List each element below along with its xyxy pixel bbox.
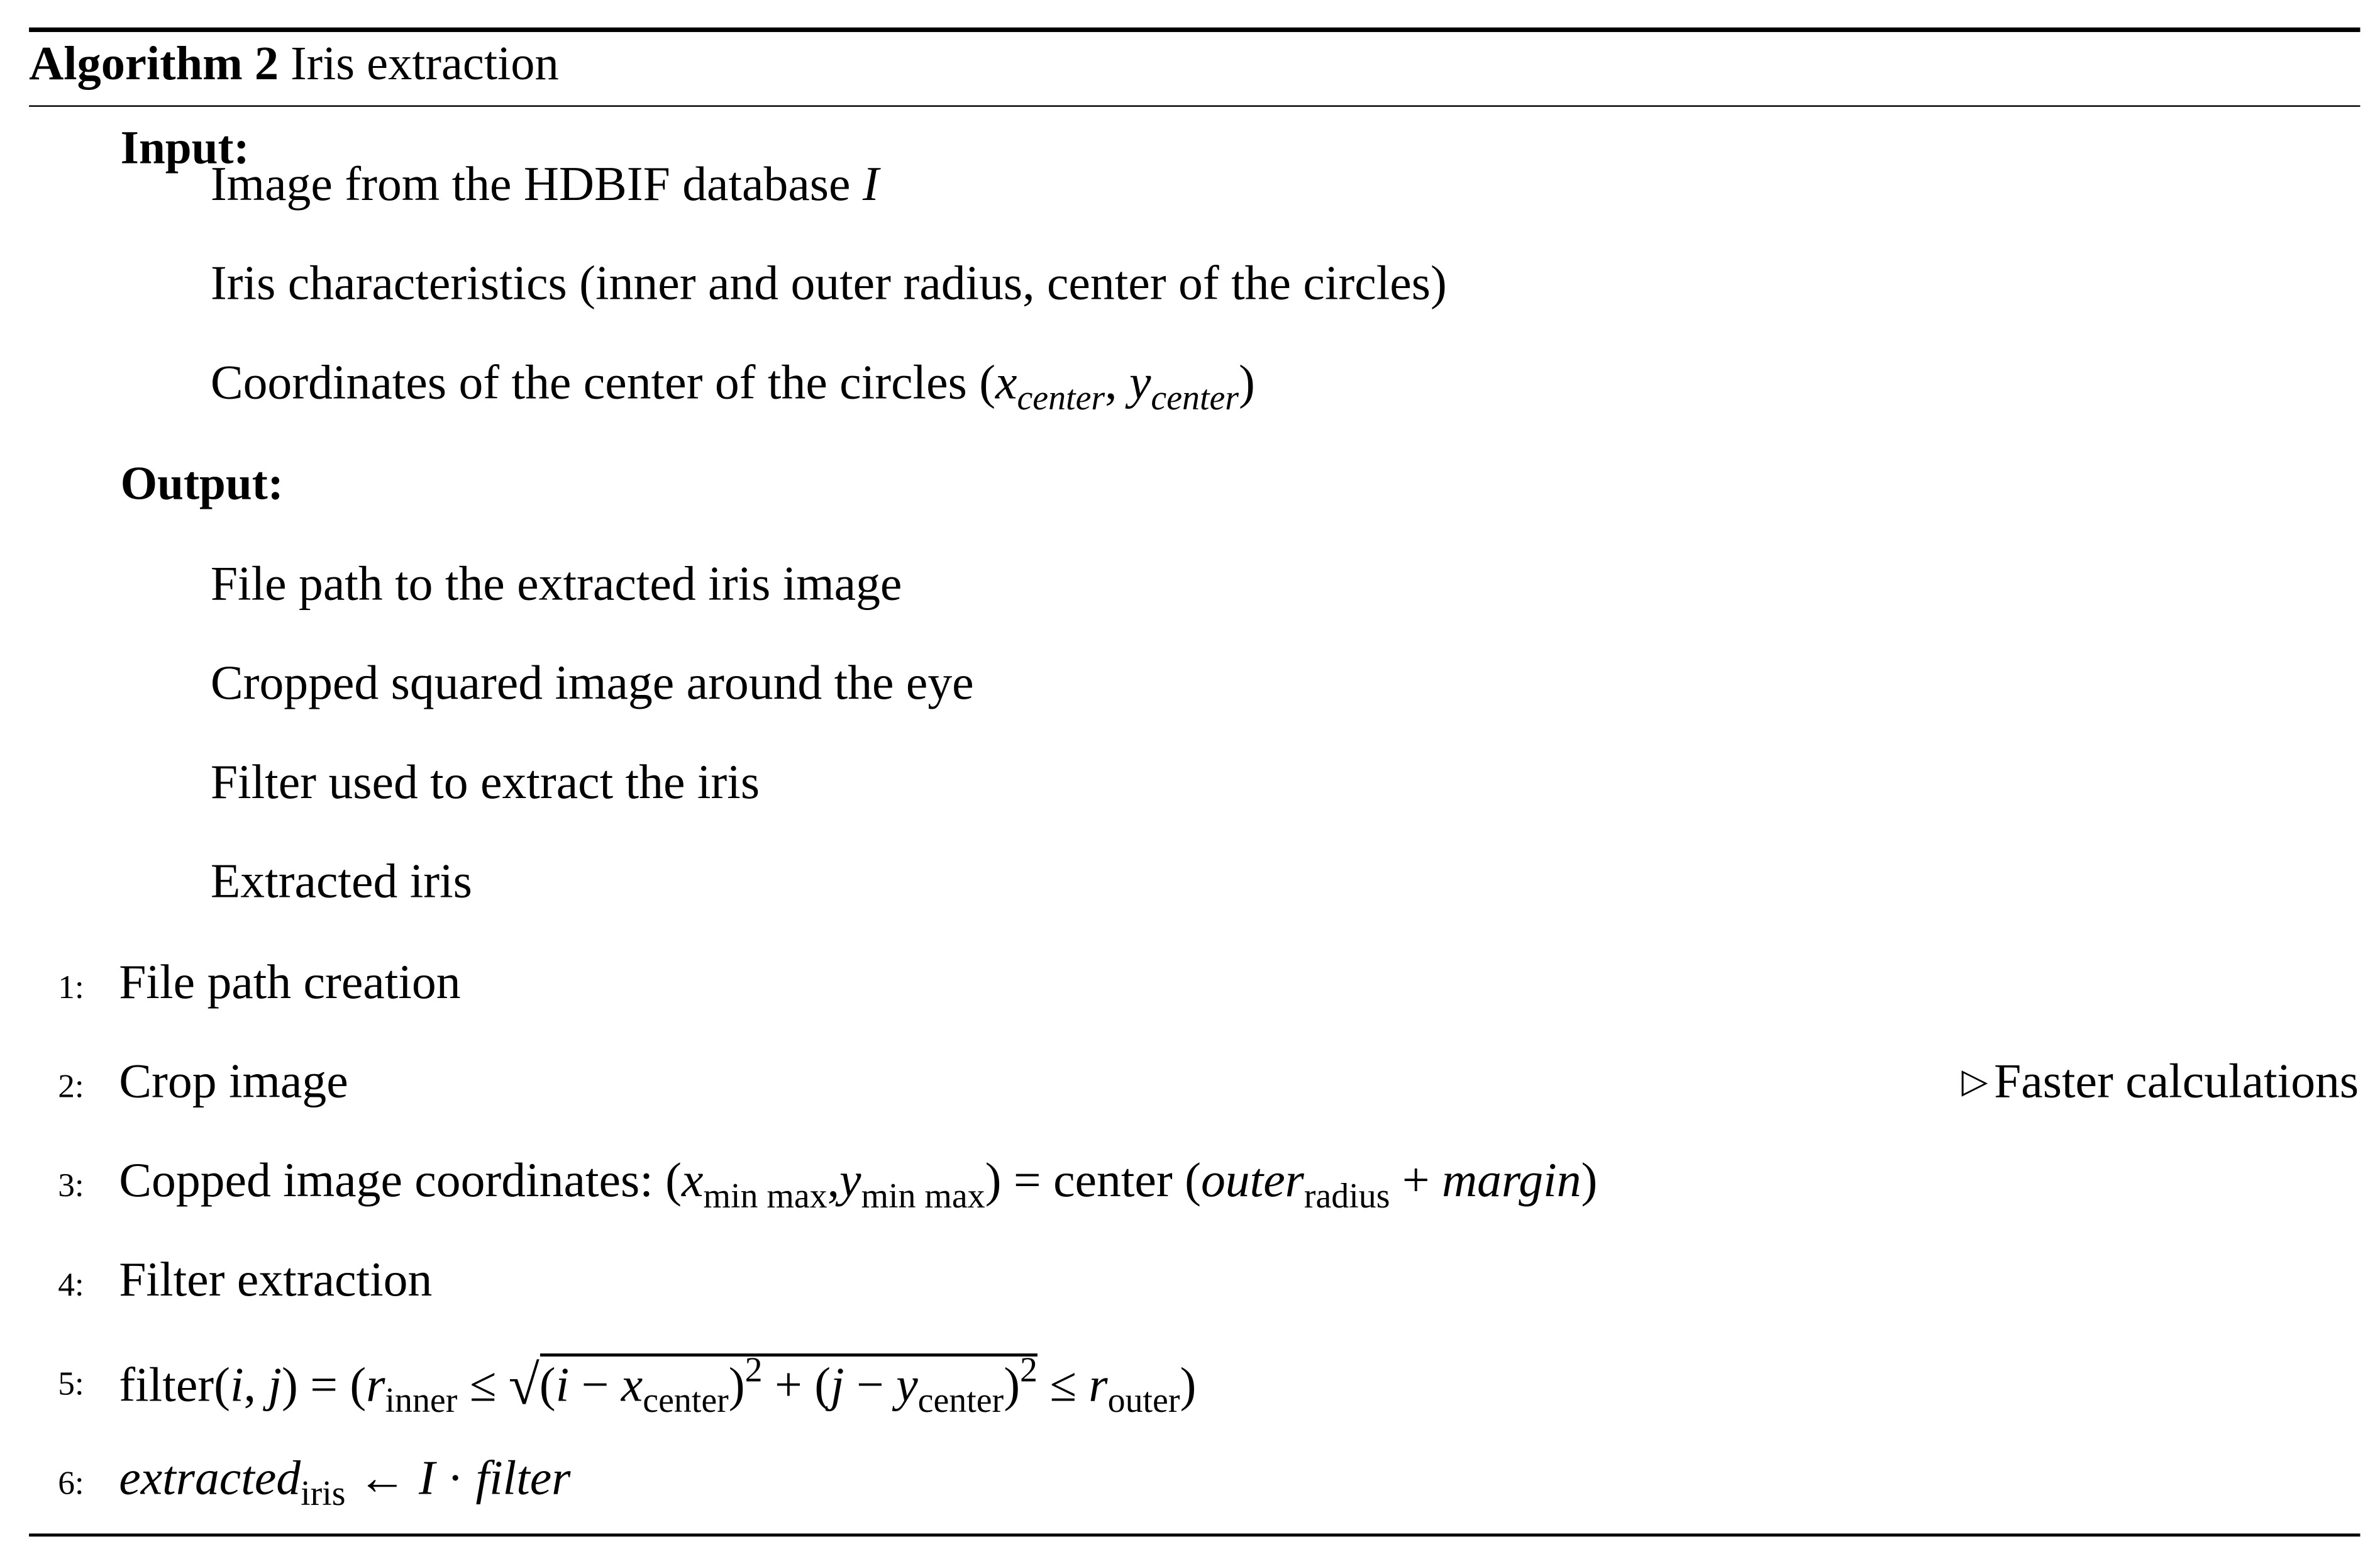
step-number: 6: [58,1463,84,1502]
algorithm-caption [29,36,559,91]
input-header: Input: [120,120,250,174]
step-3: Copped image coordinates: $(x_{min max},y_{min max})$ = center (outer$_{radius}$ + margin) [119,1152,1598,1216]
input-item: Iris characteristics (inner and outer radius, center of the circles) [210,255,1447,310]
radical-icon: √ [508,1353,540,1416]
step-2-comment: ▷ Faster calculations [1961,1053,2359,1108]
left-arrow-icon: ← [357,1449,407,1505]
step-5: filter(i, $j) = (r_{inner} \le √(i - x_{center})^2 + (j - y_{center})^2 \le r_{outer})$ [119,1349,1197,1420]
step-6: extracted$_{iris}$ ← I · filter [119,1449,571,1513]
output-item: Extracted iris [210,853,472,908]
output-item: Cropped squared image around the eye [210,654,974,710]
comment-triangle-icon: ▷ [1961,1062,1988,1101]
step-2: Crop image [119,1053,348,1108]
step-number: 2: [58,1066,84,1105]
step-number: 4: [58,1265,84,1304]
output-item: Filter used to extract the iris [210,753,760,809]
bottom-rule [29,1533,2360,1536]
step-number: 3: [58,1165,84,1204]
output-header: Output: [120,456,284,510]
top-rule [29,28,2360,31]
input-item: Coordinates of the center of the circles ($x_{center}$, $y_{center}$) [210,353,1255,418]
square-root: $√(i - x_{center})^2 + (j - y_{center})^2$ [508,1349,1038,1420]
caption-rule [29,104,2360,107]
algorithm-title: Iris extraction [291,36,559,91]
algorithm-label: Algorithm 2 [29,36,279,91]
step-1: File path creation [119,953,461,1009]
input-item: Image from the HDBIF database I [210,155,879,211]
output-item: File path to the extracted iris image [210,555,902,611]
step-number: 1: [58,967,84,1006]
step-number: 5: [58,1364,84,1402]
step-4: Filter extraction [119,1251,433,1306]
